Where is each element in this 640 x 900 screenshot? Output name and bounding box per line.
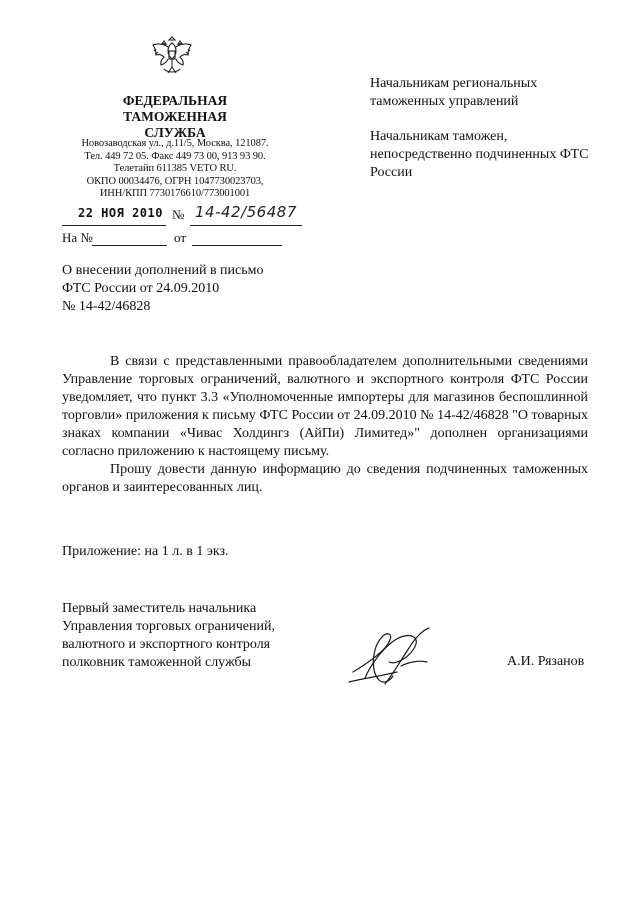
signer-line-3: валютного и экспортного контроля [62, 637, 271, 652]
teletype: Телетайп 611385 VETO RU. [113, 163, 237, 174]
signer-line-1: Первый заместитель начальника [62, 601, 257, 616]
registration-number: 14-42/56487 [195, 203, 297, 221]
recipients-block [370, 75, 610, 199]
handwritten-signature-icon [345, 622, 445, 694]
signer-line-2: Управления торговых ограничений, [62, 619, 275, 634]
russian-coat-of-arms-icon [150, 33, 194, 81]
organization-contacts [60, 138, 290, 201]
number-underline [190, 225, 302, 226]
reference-label: На № [62, 230, 93, 245]
phone-fax: Тел. 449 72 05. Факс 449 73 00, 913 93 90. [84, 150, 266, 162]
body-paragraph-1: В связи с представленными правообладателем дополнительными сведениями Управление торговых ограничений, валютного и экспортного контроля ФТС России уведомляет, что пункт 3.3 «Уполномоченные импортеры для магазинов беспошлинной торговли» приложения к письму ФТС России от 24.09.2010 № 14-42/46828 "О товарных знаках компании «Чивас Холдингз (АйПи) Лимитед»" дополнен организациями согласно приложению к настоящему письму. [62, 354, 588, 459]
org-line-1: ФЕДЕРАЛЬНАЯ [122, 93, 228, 108]
number-label: № [172, 207, 185, 222]
recipient-2: Начальникам таможен, непосредственно подчиненных ФТС России [370, 129, 589, 180]
attachment-note: Приложение: на 1 л. в 1 экз. [62, 544, 229, 559]
recipient-1: Начальникам региональных таможенных управлений [370, 76, 538, 109]
reference-underline [92, 245, 167, 246]
subject-block [62, 262, 322, 316]
registration-date: 22 НОЯ 2010 [78, 206, 163, 220]
letter-body [62, 353, 588, 497]
signer-title [62, 600, 342, 672]
org-line-2: ТАМОЖЕННАЯ СЛУЖБА [123, 109, 227, 140]
subject-line-2: ФТС России от 24.09.2010 [62, 281, 220, 296]
body-paragraph-2: Прошу довести данную информацию до сведения подчиненных таможенных органов и заинтересованных лиц. [62, 462, 588, 495]
inn-kpp: ИНН/КПП 7730176610/773001001 [99, 188, 251, 199]
signer-line-4: полковник таможенной службы [62, 655, 252, 670]
from-label: от [174, 230, 187, 245]
signer-name: А.И. Рязанов [507, 654, 585, 669]
okpo-ogrn: ОКПО 00034476, ОГРН 1047730023703, [86, 175, 264, 187]
organization-name [95, 93, 255, 141]
from-underline [192, 245, 282, 246]
date-underline [62, 225, 166, 226]
subject-line-1: О внесении дополнений в письмо [62, 263, 264, 278]
subject-line-3: № 14-42/46828 [62, 299, 151, 314]
address: Новозаводская ул., д.11/5, Москва, 121087. [81, 138, 269, 149]
